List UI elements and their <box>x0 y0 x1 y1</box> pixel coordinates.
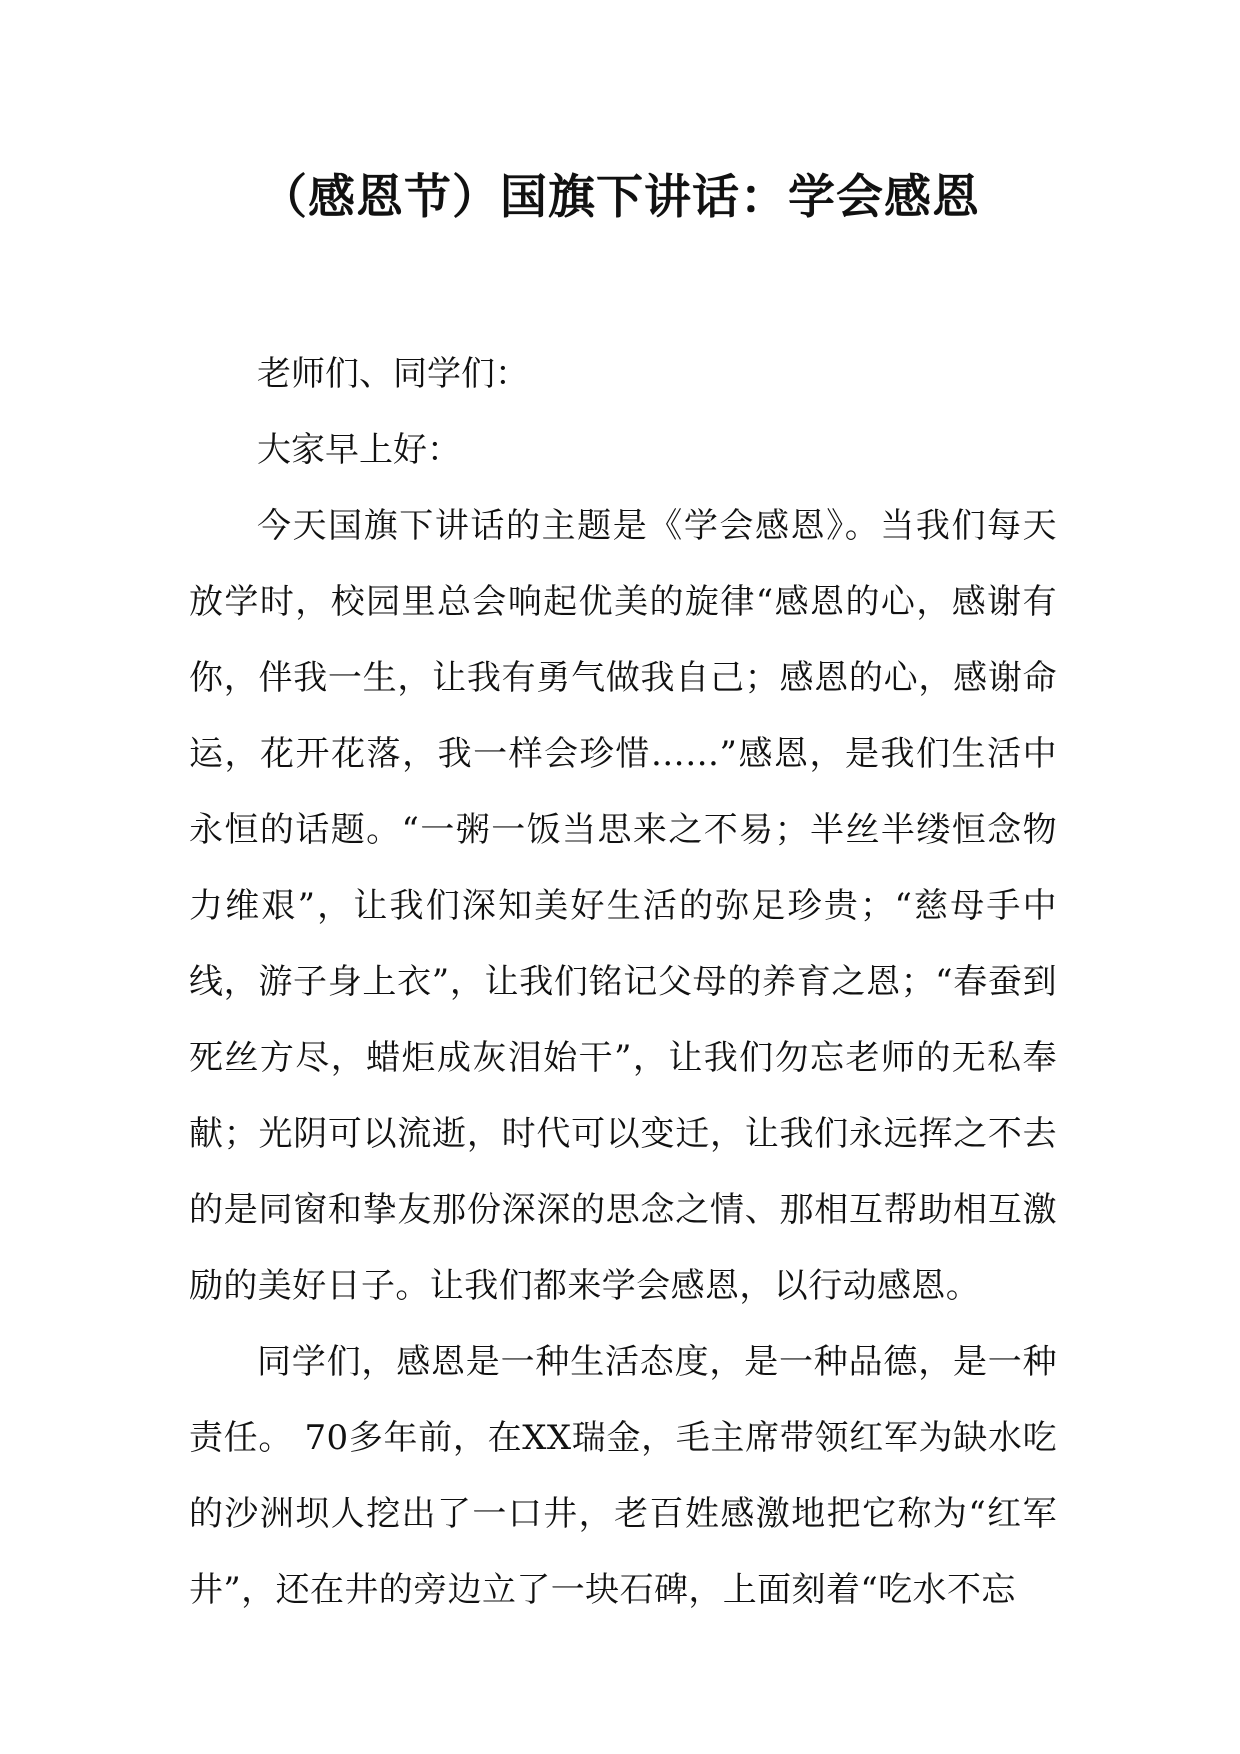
salutation: 老师们、同学们： <box>257 354 529 394</box>
paragraph-theme: 今天国旗下讲话的主题是《学会感恩》。当我们每天放学时，校园里总会响起优美的旋律“感恩的心，感谢有你，伴我一生，让我有勇气做我自己；感恩的心，感谢命运，花开花落，我一样会珍惜……”感恩，是我们生活中永恒的话题。“一粥一饭当思来之不易；半丝半缕恒念物力维艰”，让我们深知美好生活的弥足珍贵；“慈母手中线，游子身上衣”，让我们铭记父母的养育之恩；“春蚕到死丝方尽，蜡炬成灰泪始干”，让我们勿忘老师的无私奉献；光阴可以流逝，时代可以变迁，让我们永远挥之不去的是同窗和挚友那份深深的思念之情、那相互帮助相互激励的美好日子。让我们都来学会感恩，以行动感恩。 <box>189 506 1057 1306</box>
paragraph-attitude: 同学们，感恩是一种生活态度，是一种品德，是一种责任。 70多年前，在XX瑞金，毛主席带领红军为缺水吃的沙洲坝人挖出了一口井，老百姓感激地把它称为“红军井”，还在井的旁边立了一块石碑，上面刻着“吃水不忘 <box>189 1342 1057 1610</box>
greeting: 大家早上好： <box>257 430 461 470</box>
document-title: （感恩节）国旗下讲话：学会感恩 <box>260 170 980 225</box>
document-body <box>189 336 1057 1628</box>
